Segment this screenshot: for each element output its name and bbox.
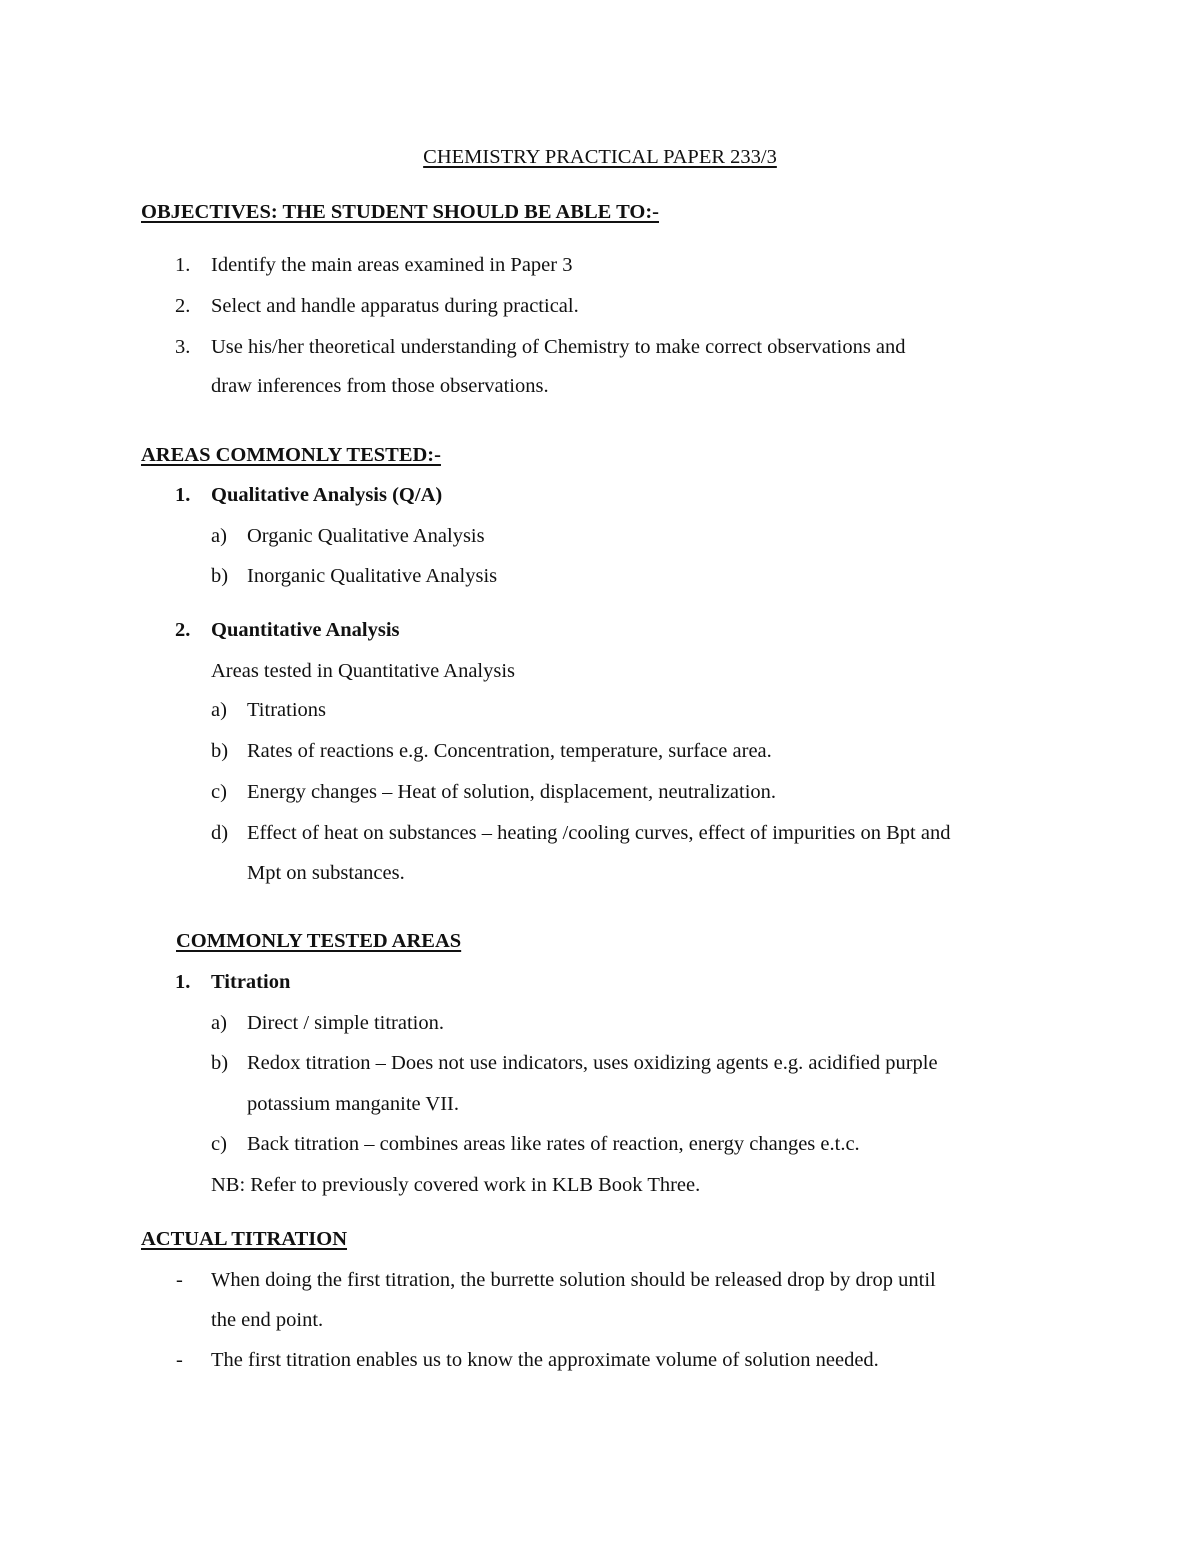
section-title: Quantitative Analysis xyxy=(211,619,400,641)
item-text: Rates of reactions e.g. Concentration, temperature, surface area. xyxy=(247,740,772,762)
item-text-continued: potassium manganite VII. xyxy=(247,1093,459,1115)
note-text: NB: Refer to previously covered work in KLB Book Three. xyxy=(211,1174,701,1196)
objective-text: Use his/her theoretical understanding of Chemistry to make correct observations and xyxy=(211,336,906,358)
item-text: Inorganic Qualitative Analysis xyxy=(247,565,498,587)
objective-text: Select and handle apparatus during practical. xyxy=(211,295,579,317)
section-number: 1. xyxy=(175,484,191,506)
section-title: Titration xyxy=(211,971,291,993)
item-letter: b) xyxy=(211,1052,229,1074)
objective-number: 3. xyxy=(175,336,191,358)
item-letter: a) xyxy=(211,1012,227,1034)
item-text: Titrations xyxy=(247,699,326,721)
bullet-text: The first titration enables us to know the approximate volume of solution needed. xyxy=(211,1349,879,1371)
item-text: Direct / simple titration. xyxy=(247,1012,444,1034)
objectives-heading: OBJECTIVES: THE STUDENT SHOULD BE ABLE TO:- xyxy=(141,201,659,223)
actual-titration-heading: ACTUAL TITRATION xyxy=(141,1228,348,1250)
item-letter: d) xyxy=(211,822,229,844)
item-text: Redox titration – Does not use indicators, uses oxidizing agents e.g. acidified purple xyxy=(247,1052,938,1074)
item-letter: a) xyxy=(211,525,227,547)
item-letter: c) xyxy=(211,781,227,803)
objective-number: 2. xyxy=(175,295,191,317)
section-intro: Areas tested in Quantitative Analysis xyxy=(211,660,516,682)
item-text: Energy changes – Heat of solution, displacement, neutralization. xyxy=(247,781,777,803)
item-text-continued: Mpt on substances. xyxy=(247,862,405,884)
item-letter: c) xyxy=(211,1133,227,1155)
section-title: Qualitative Analysis (Q/A) xyxy=(211,484,443,506)
item-letter: a) xyxy=(211,699,227,721)
item-letter: b) xyxy=(211,740,229,762)
section-number: 1. xyxy=(175,971,191,993)
bullet-dash: - xyxy=(176,1269,183,1291)
item-text: Organic Qualitative Analysis xyxy=(247,525,485,547)
objective-text: Identify the main areas examined in Paper 3 xyxy=(211,254,573,276)
commonly-tested-heading: COMMONLY TESTED AREAS xyxy=(176,930,462,952)
item-letter: b) xyxy=(211,565,229,587)
section-number: 2. xyxy=(175,619,191,641)
objective-number: 1. xyxy=(175,254,191,276)
bullet-text: When doing the first titration, the burrette solution should be released drop by drop until xyxy=(211,1269,936,1291)
item-text: Back titration – combines areas like rates of reaction, energy changes e.t.c. xyxy=(247,1133,860,1155)
areas-heading: AREAS COMMONLY TESTED:- xyxy=(141,444,441,466)
page-title: CHEMISTRY PRACTICAL PAPER 233/3 xyxy=(423,146,777,168)
objective-text-continued: draw inferences from those observations. xyxy=(211,375,549,397)
bullet-dash: - xyxy=(176,1349,183,1371)
bullet-text-continued: the end point. xyxy=(211,1309,324,1331)
item-text: Effect of heat on substances – heating /cooling curves, effect of impurities on Bpt and xyxy=(247,822,951,844)
